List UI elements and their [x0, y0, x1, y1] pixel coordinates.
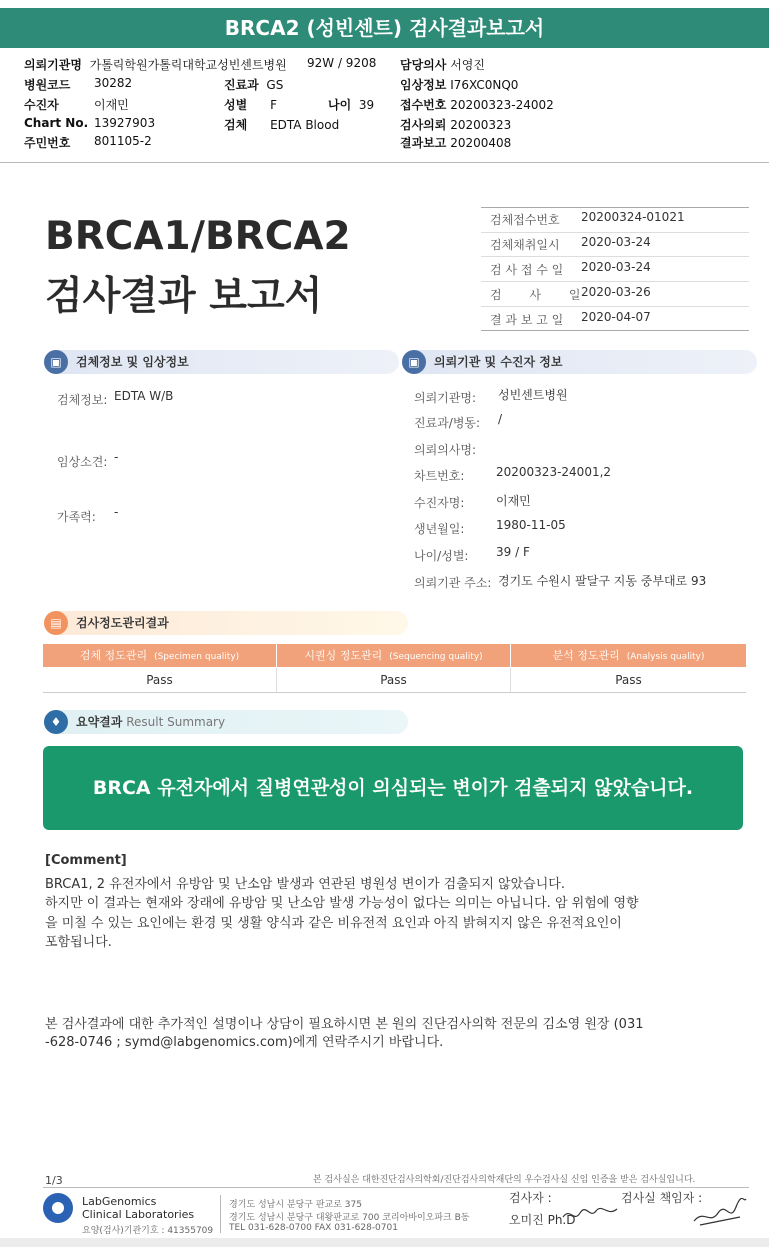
- req-label: 나이/성별:: [414, 549, 469, 563]
- comment-line: 을 미칠 수 있는 요인에는 환경 및 생활 양식과 같은 비유전적 요인과 아직 밝혀지지 않은 유전적요인이: [45, 916, 622, 931]
- header-ward: 92W / 9208: [307, 56, 377, 70]
- clinical-findings-label: 임상소견:: [57, 455, 108, 469]
- dates-divider: [481, 232, 749, 233]
- date-label: 결 과 보 고 일: [490, 313, 564, 327]
- dates-divider: [481, 306, 749, 307]
- footer-divider: [43, 1187, 749, 1188]
- certification-note: 본 검사실은 대한진단검사의학회/진단검사의학재단의 우수검사실 신임 인증을 받은 검사실입니다.: [313, 1175, 696, 1185]
- section-quality-header: [44, 611, 408, 635]
- header-hospital-code-label: 병원코드: [24, 78, 71, 92]
- dates-divider: [481, 281, 749, 282]
- report-title: [45, 212, 351, 322]
- dates-divider: [481, 330, 749, 331]
- req-label: 생년월일:: [414, 522, 465, 536]
- req-label: 차트번호:: [414, 469, 465, 483]
- header-chart-label: Chart No.: [24, 116, 89, 130]
- specimen-info-value: EDTA W/B: [114, 389, 174, 403]
- date-label: 검 사 일: [490, 288, 593, 302]
- footer-vdivider: [220, 1195, 221, 1233]
- section-specimen-title: 검체정보 및 임상정보: [76, 355, 189, 369]
- labgenomics-logo: [43, 1193, 73, 1223]
- comment-line: BRCA1, 2 유전자에서 유방암 및 난소암 발생과 연관된 병원성 변이가 검출되지 않았습니다.: [45, 877, 565, 892]
- report-title-line1: BRCA1/BRCA2: [45, 214, 351, 259]
- header-request-date: 검사의뢰 20200323: [400, 118, 512, 132]
- result-summary-box: [43, 746, 743, 830]
- dates-divider: [481, 256, 749, 257]
- tester-label: 검사자 :: [509, 1191, 552, 1205]
- header-doctor: 담당의사 서영진: [400, 58, 485, 72]
- req-label: 의뢰의사명:: [414, 443, 477, 457]
- lab-code: 요양(검사)기관기호 : 41355709: [82, 1226, 214, 1236]
- header-specimen: 검체 EDTA Blood: [224, 118, 340, 132]
- director-label: 검사실 책임자 :: [621, 1191, 703, 1205]
- date-value: 20200324-01021: [581, 210, 685, 224]
- date-label: 검 사 접 수 일: [490, 263, 564, 277]
- report-header-bar: [0, 8, 769, 48]
- req-value: 1980-11-05: [496, 518, 566, 532]
- quality-header: 검체 정도관리 (Specimen quality): [43, 644, 276, 667]
- header-divider: [0, 162, 769, 163]
- req-value: 성빈센트병원: [498, 388, 568, 402]
- quality-value: Pass: [277, 668, 511, 693]
- comment-title: [Comment]: [45, 853, 127, 868]
- req-value: 39 / F: [496, 545, 530, 559]
- result-summary-text: BRCA 유전자에서 질병연관성이 의심되는 변이가 검출되지 않았습니다.: [92, 777, 694, 799]
- section-quality-title: 검사정도관리결과: [76, 616, 169, 630]
- header-rrn: 801105-2: [94, 134, 152, 148]
- lab-name-1: LabGenomics: [82, 1195, 157, 1208]
- contact-line: 본 검사결과에 대한 추가적인 설명이나 상담이 필요하시면 본 원의 진단검사의학 전문의 김소영 원장 (031: [45, 1017, 644, 1032]
- header-receipt-no: 접수번호 20200323-24002: [400, 98, 554, 112]
- lab-address-1: 경기도 성남시 분당구 판교로 375: [229, 1200, 362, 1210]
- lab-address-2: 경기도 성남시 분당구 대왕판교로 700 코리아바이오파크 B동: [229, 1213, 470, 1223]
- comment-line: 포함됩니다.: [45, 935, 112, 950]
- specimen-info-label: 검체정보:: [57, 393, 108, 407]
- req-label: 의뢰기관 주소:: [414, 576, 492, 590]
- date-value: 2020-04-07: [581, 310, 651, 324]
- section-specimen-header: [44, 350, 399, 374]
- req-value: /: [498, 412, 503, 426]
- contact-line: -628-0746 ; symd@labgenomics.com)에게 연락주시기 바랍니다.: [45, 1035, 444, 1050]
- lock-icon: ▣: [402, 350, 426, 374]
- header-report-date: 결과보고 20200408: [400, 136, 512, 150]
- req-label: 의뢰기관명:: [414, 391, 477, 405]
- clinical-findings-value: -: [114, 450, 119, 464]
- page-number: 1/3: [45, 1174, 63, 1187]
- quality-header: 분석 정도관리 (Analysis quality): [511, 644, 746, 667]
- quality-value: Pass: [511, 668, 746, 693]
- header-patient-label: 수진자: [24, 98, 59, 112]
- header-sex: 성별 F: [224, 98, 277, 112]
- family-history-value: -: [114, 505, 119, 519]
- family-history-label: 가족력:: [57, 510, 96, 524]
- req-label: 진료과/병동:: [414, 416, 481, 430]
- section-requester-header: [402, 350, 757, 374]
- date-value: 2020-03-24: [581, 260, 651, 274]
- req-value: 경기도 수원시 팔달구 지동 중부대로 93: [498, 574, 707, 588]
- header-clinical-info: 임상정보 I76XC0NQ0: [400, 78, 519, 92]
- header-chart-no: 13927903: [94, 116, 156, 130]
- section-requester-title: 의뢰기관 및 수진자 정보: [434, 355, 563, 369]
- quality-value: Pass: [43, 668, 277, 693]
- director-signature: [690, 1195, 750, 1231]
- lab-name-2: Clinical Laboratories: [82, 1208, 195, 1221]
- date-label: 검체채취일시: [490, 238, 560, 252]
- section-summary-header: [44, 710, 408, 734]
- lock-icon: ▣: [44, 350, 68, 374]
- comment-line: 하지만 이 결과는 현재와 장래에 유방암 및 난소암 발생 가능성이 없다는 의미는 아닙니다. 암 위험에 영향: [45, 896, 639, 911]
- req-value: 20200323-24001,2: [496, 465, 612, 479]
- header-dept: 진료과 GS: [224, 78, 284, 92]
- quality-header: 시퀀싱 정도관리 (Sequencing quality): [277, 644, 510, 667]
- tester-name: 오미진 Ph.D: [509, 1213, 576, 1227]
- date-value: 2020-03-26: [581, 285, 651, 299]
- header-institution: 의뢰기관명 가톨릭학원가톨릭대학교성빈센트병원: [24, 58, 287, 72]
- header-rrn-label: 주민번호: [24, 136, 71, 150]
- clipboard-icon: ▤: [44, 611, 68, 635]
- section-summary-title-en: Result Summary: [126, 715, 226, 729]
- lab-contact: TEL 031-628-0700 FAX 031-628-0701: [229, 1223, 398, 1233]
- req-value: 이재민: [496, 494, 531, 508]
- report-header-title: BRCA2 (성빈센트) 검사결과보고서: [224, 16, 545, 40]
- header-hospital-code: 30282: [94, 76, 133, 90]
- date-label: 검체접수번호: [490, 213, 560, 227]
- header-age: 나이 39: [328, 98, 375, 112]
- req-label: 수진자명:: [414, 496, 465, 510]
- page-bottom-strip: [0, 1238, 769, 1247]
- section-summary-title: 요약결과: [76, 715, 123, 729]
- report-title-line2: 검사결과 보고서: [45, 274, 323, 319]
- header-patient: 이재민: [94, 98, 129, 112]
- tester-signature: [560, 1203, 620, 1225]
- ribbon-icon: ♦: [44, 710, 68, 734]
- dates-divider: [481, 207, 749, 208]
- date-value: 2020-03-24: [581, 235, 651, 249]
